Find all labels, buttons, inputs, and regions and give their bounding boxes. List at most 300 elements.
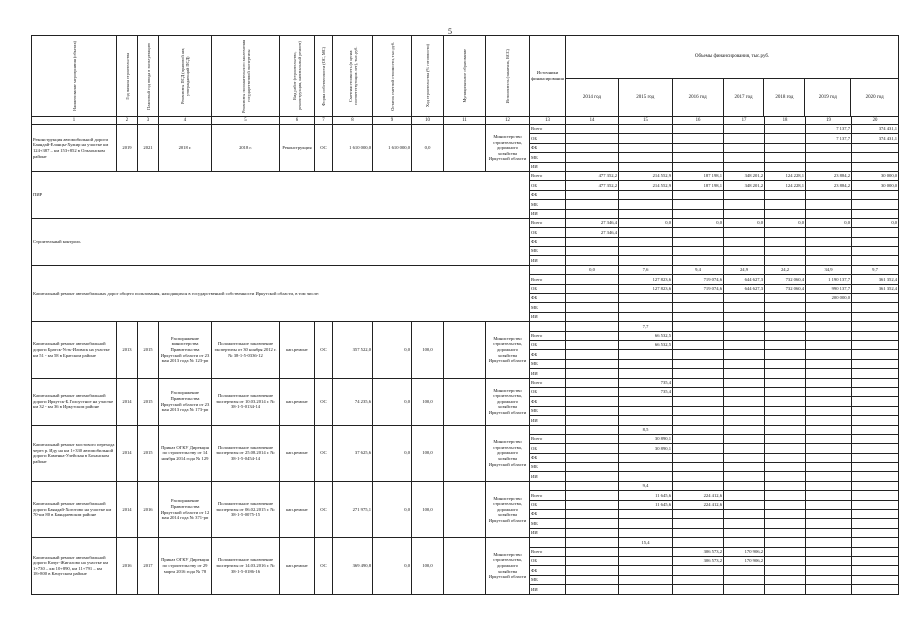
source-label: ИИ: [530, 369, 566, 378]
amount-cell: [765, 340, 806, 349]
end-year: 2015: [138, 322, 159, 378]
readiness-percent: [852, 425, 899, 434]
amount-cell: [619, 369, 673, 378]
column-number: 16: [673, 117, 724, 125]
amount-cell: 30 890,1: [619, 434, 673, 443]
amount-cell: 23 884,2: [806, 181, 852, 190]
source-label: МБ: [530, 575, 566, 584]
amount-cell: [765, 350, 806, 359]
municipality: [444, 125, 486, 172]
amount-cell: [806, 247, 852, 256]
amount-cell: [724, 397, 765, 406]
column-numbers-row: [32, 117, 899, 125]
amount-cell: [619, 312, 673, 321]
executor: Министерство строительства, дорожного хозяйства Иркутской области: [486, 378, 530, 425]
amount-cell: [566, 528, 619, 537]
source-blank: [530, 425, 566, 434]
amount-cell: 644 627,3: [724, 284, 765, 293]
amount-cell: [806, 369, 852, 378]
amount-cell: [619, 228, 673, 237]
amount-cell: [673, 153, 724, 162]
amount-cell: [619, 134, 673, 143]
amount-cell: [673, 200, 724, 209]
amount-cell: [724, 237, 765, 246]
readiness-percent: 9,4: [673, 265, 724, 274]
executor: Министерство строительства, дорожного хозяйства Иркутской области: [486, 425, 530, 481]
amount-cell: [852, 528, 899, 537]
readiness-percent: [673, 538, 724, 547]
amount-cell: 187 198,1: [673, 171, 724, 180]
object-name: Капитальный ремонт мостового перехода через р. Иду на км 1+330 автомобильной дороги Каменка-Улейская в Боханском районе: [32, 425, 117, 481]
amount-cell: [806, 200, 852, 209]
object-row: [32, 538, 899, 547]
amount-cell: [724, 519, 765, 528]
amount-cell: 374 431,1: [852, 134, 899, 143]
amount-cell: [724, 228, 765, 237]
readiness: 100,0: [412, 538, 444, 594]
amount-cell: [852, 444, 899, 453]
amount-cell: [619, 472, 673, 481]
readiness-percent: 8,5: [619, 425, 673, 434]
amount-cell: [619, 153, 673, 162]
amount-cell: [724, 500, 765, 509]
end-year: 2021: [138, 125, 159, 172]
column-number: 9: [373, 117, 412, 125]
amount-cell: [806, 162, 852, 171]
column-number: 3: [138, 117, 159, 125]
amount-cell: 348 201,2: [724, 171, 765, 180]
amount-cell: 11 645,6: [619, 491, 673, 500]
amount-cell: [852, 519, 899, 528]
amount-cell: [673, 397, 724, 406]
object-row: [32, 481, 899, 490]
amount-cell: [765, 547, 806, 556]
readiness-percent: [806, 322, 852, 331]
amount-cell: [673, 378, 724, 387]
amount-cell: [619, 190, 673, 199]
amount-cell: [765, 463, 806, 472]
expertise-details: Положительное заключение экспертизы от 06.02.2015 г. № 38-1-5-0075-15: [212, 481, 280, 537]
amount-cell: [566, 491, 619, 500]
column-number: 12: [486, 117, 530, 125]
work-type: кап.ремонт: [280, 322, 315, 378]
amount-cell: [673, 256, 724, 265]
amount-cell: [765, 237, 806, 246]
header-start-year: Год начала строительства: [117, 36, 138, 117]
start-year: 2014: [117, 378, 138, 425]
column-number: 1: [32, 117, 117, 125]
amount-cell: 0,0: [806, 218, 852, 227]
readiness-percent: [566, 322, 619, 331]
remaining-cost: 0,0: [373, 378, 412, 425]
amount-cell: 127 823,6: [619, 284, 673, 293]
amount-cell: 27 346,4: [566, 228, 619, 237]
amount-cell: 0,0: [673, 218, 724, 227]
amount-cell: 0,0: [724, 218, 765, 227]
amount-cell: 224 412,6: [673, 500, 724, 509]
amount-cell: [724, 209, 765, 218]
readiness: 100,0: [412, 425, 444, 481]
column-number: 2: [117, 117, 138, 125]
amount-cell: [619, 556, 673, 565]
amount-cell: [852, 369, 899, 378]
amount-cell: [852, 143, 899, 152]
amount-cell: [765, 491, 806, 500]
amount-cell: [806, 500, 852, 509]
estimated-cost: 1 610 000,0: [333, 125, 373, 172]
amount-cell: [806, 491, 852, 500]
psd-details: Приказ ОГКУ Дирекция по строительству от 29 марта 2016 года № 78: [159, 538, 212, 594]
amount-cell: 7 137,7: [806, 134, 852, 143]
amount-cell: [673, 519, 724, 528]
amount-cell: [724, 463, 765, 472]
amount-cell: [566, 153, 619, 162]
amount-cell: [724, 387, 765, 396]
amount-cell: [852, 303, 899, 312]
amount-cell: [852, 453, 899, 462]
amount-cell: [673, 585, 724, 594]
ownership: ОС: [315, 378, 333, 425]
amount-cell: [806, 434, 852, 443]
amount-cell: [619, 200, 673, 209]
remaining-cost: 0,0: [373, 322, 412, 378]
amount-cell: [765, 312, 806, 321]
psd-details: Приказ ОГКУ Дирекция по строительству от 14 ноября 2014 года № 129: [159, 425, 212, 481]
amount-cell: [566, 547, 619, 556]
amount-cell: [806, 237, 852, 246]
amount-cell: [765, 444, 806, 453]
amount-cell: [765, 566, 806, 575]
amount-cell: 0,0: [619, 218, 673, 227]
amount-cell: [724, 162, 765, 171]
column-number: 18: [765, 117, 806, 125]
amount-cell: [566, 294, 619, 303]
amount-cell: [673, 162, 724, 171]
remaining-cost: 1 610 000,0: [373, 125, 412, 172]
work-type: кап.ремонт: [280, 425, 315, 481]
amount-cell: 719 074,6: [673, 284, 724, 293]
group-row: [32, 265, 899, 274]
amount-cell: [806, 209, 852, 218]
amount-cell: [765, 453, 806, 462]
amount-cell: 214 552,9: [619, 171, 673, 180]
amount-cell: [724, 566, 765, 575]
readiness-percent: [806, 538, 852, 547]
amount-cell: [566, 566, 619, 575]
executor: Министерство строительства, дорожного хозяйства Иркутской области: [486, 481, 530, 537]
column-number: 19: [806, 117, 852, 125]
header-work-type: Вид работ (строительство, реконструкция, капитальный ремонт): [280, 36, 315, 117]
amount-cell: [724, 350, 765, 359]
amount-cell: 735,4: [619, 387, 673, 396]
amount-cell: [673, 575, 724, 584]
amount-cell: [724, 491, 765, 500]
estimated-cost: 357 522,0: [333, 322, 373, 378]
object-name: Капитальный ремонт автомобильной дороги Баяндай-Хоготово на участке км 70-км 80 в Баяндаевском районе: [32, 481, 117, 537]
amount-cell: [673, 294, 724, 303]
amount-cell: [852, 359, 899, 368]
amount-cell: [566, 209, 619, 218]
object-name: Капитальный ремонт автомобильной дороги Братск-Усть-Илимск на участке км 51 - км 58 в Братском районе: [32, 322, 117, 378]
amount-cell: [724, 153, 765, 162]
amount-cell: [806, 510, 852, 519]
amount-cell: [765, 434, 806, 443]
amount-cell: [619, 547, 673, 556]
readiness: 0,0: [412, 125, 444, 172]
amount-cell: [619, 510, 673, 519]
municipality: [444, 322, 486, 378]
source-blank: [530, 322, 566, 331]
readiness-percent: 9,7: [852, 265, 899, 274]
amount-cell: [673, 331, 724, 340]
remaining-cost: 0,0: [373, 425, 412, 481]
amount-cell: [566, 331, 619, 340]
amount-cell: [724, 134, 765, 143]
start-year: 2014: [117, 425, 138, 481]
header-year: 2019 год: [805, 79, 851, 116]
amount-cell: [619, 350, 673, 359]
amount-cell: [806, 575, 852, 584]
amount-cell: [765, 143, 806, 152]
amount-cell: [765, 500, 806, 509]
amount-cell: 27 346,4: [566, 218, 619, 227]
amount-cell: [566, 472, 619, 481]
amount-cell: [765, 190, 806, 199]
amount-cell: 732 060,4: [765, 275, 806, 284]
amount-cell: [765, 556, 806, 565]
amount-cell: [724, 510, 765, 519]
amount-cell: [806, 547, 852, 556]
amount-cell: [765, 125, 806, 134]
ownership: ОС: [315, 125, 333, 172]
amount-cell: [724, 331, 765, 340]
readiness-percent: [724, 481, 765, 490]
header-end-year: Плановый год ввода в эксплуатацию: [138, 36, 159, 117]
amount-cell: [673, 143, 724, 152]
source-label: ФБ: [530, 294, 566, 303]
estimated-cost: 37 625,6: [333, 425, 373, 481]
readiness-percent: [852, 538, 899, 547]
page-number: 5: [448, 27, 452, 36]
header-sources: Источники финансирования: [530, 36, 566, 117]
amount-cell: [566, 256, 619, 265]
amount-cell: [619, 303, 673, 312]
amount-cell: [765, 153, 806, 162]
amount-cell: [619, 162, 673, 171]
municipality: [444, 538, 486, 594]
readiness-percent: 7,7: [619, 322, 673, 331]
column-number: 11: [444, 117, 486, 125]
amount-cell: [724, 528, 765, 537]
amount-cell: [806, 566, 852, 575]
readiness-percent: [724, 425, 765, 434]
amount-cell: 170 906,2: [724, 556, 765, 565]
amount-cell: [806, 331, 852, 340]
header-years-row: [566, 79, 898, 116]
header-ownership: Форма собственности (ОС, МС): [315, 36, 333, 117]
group-row: [32, 171, 899, 180]
amount-cell: [619, 575, 673, 584]
amount-cell: [724, 200, 765, 209]
amount-cell: [724, 369, 765, 378]
amount-cell: [673, 209, 724, 218]
amount-cell: 644 627,3: [724, 275, 765, 284]
amount-cell: [566, 303, 619, 312]
header-year: 2018 год: [764, 79, 805, 116]
amount-cell: [619, 528, 673, 537]
object-row: [32, 322, 899, 331]
amount-cell: [566, 444, 619, 453]
expertise-details: Положительное заключение экспертизы от 14.03.2016 г. № 38-1-5-0186-16: [212, 538, 280, 594]
amount-cell: [852, 556, 899, 565]
amount-cell: [566, 247, 619, 256]
amount-cell: 7 137,7: [806, 125, 852, 134]
group-name: Капитальный ремонт автомобильных дорог общего пользования, находящихся в государственной собственности Иркутской области, в том числе:: [32, 265, 530, 321]
source-blank: [530, 265, 566, 274]
amount-cell: 374 431,1: [852, 125, 899, 134]
source-label: ИИ: [530, 528, 566, 537]
amount-cell: [724, 294, 765, 303]
amount-cell: [566, 143, 619, 152]
object-row: [32, 425, 899, 434]
amount-cell: 361 352,4: [852, 275, 899, 284]
amount-cell: [806, 303, 852, 312]
column-number: 4: [159, 117, 212, 125]
amount-cell: [852, 162, 899, 171]
amount-cell: [806, 585, 852, 594]
amount-cell: [806, 350, 852, 359]
amount-cell: [852, 491, 899, 500]
source-label: ИИ: [530, 416, 566, 425]
amount-cell: 719 074,6: [673, 275, 724, 284]
amount-cell: 732 060,4: [765, 284, 806, 293]
amount-cell: [566, 312, 619, 321]
amount-cell: [852, 387, 899, 396]
source-label: ФБ: [530, 453, 566, 462]
readiness-percent: [806, 481, 852, 490]
amount-cell: 1 190 137,7: [806, 275, 852, 284]
amount-cell: [806, 378, 852, 387]
estimated-cost: 74 235,6: [333, 378, 373, 425]
amount-cell: [673, 228, 724, 237]
source-label: МБ: [530, 247, 566, 256]
amount-cell: [724, 434, 765, 443]
amount-cell: [673, 237, 724, 246]
amount-cell: [566, 284, 619, 293]
amount-cell: [852, 209, 899, 218]
remaining-cost: 0,0: [373, 538, 412, 594]
amount-cell: [765, 406, 806, 415]
municipality: [444, 425, 486, 481]
end-year: 2015: [138, 425, 159, 481]
amount-cell: 0,0: [765, 218, 806, 227]
amount-cell: [619, 416, 673, 425]
amount-cell: [673, 510, 724, 519]
readiness-percent: 9,4: [619, 481, 673, 490]
column-number: 17: [724, 117, 765, 125]
psd-details: Распоряжение министерства Правительства Иркутской области от 23 мая 2013 года № 123-рп: [159, 322, 212, 378]
start-year: 2019: [117, 125, 138, 172]
readiness-percent: 24,9: [724, 265, 765, 274]
column-number: 6: [280, 117, 315, 125]
column-number: 10: [412, 117, 444, 125]
amount-cell: 735,4: [619, 378, 673, 387]
header-executor: Исполнитель (заказчик, ВСС): [486, 36, 530, 117]
source-label: ОБ: [530, 556, 566, 565]
estimated-cost: 369 490,8: [333, 538, 373, 594]
amount-cell: [806, 228, 852, 237]
readiness-percent: 0,0: [566, 265, 619, 274]
object-row: [32, 378, 899, 387]
ownership: ОС: [315, 425, 333, 481]
amount-cell: [806, 463, 852, 472]
amount-cell: [852, 331, 899, 340]
amount-cell: [852, 575, 899, 584]
amount-cell: [806, 340, 852, 349]
amount-cell: [806, 153, 852, 162]
amount-cell: [673, 340, 724, 349]
executor: Министерство строительства, дорожного хозяйства Иркутской области: [486, 538, 530, 594]
amount-cell: [566, 510, 619, 519]
amount-cell: [673, 125, 724, 134]
amount-cell: [619, 406, 673, 415]
amount-cell: [566, 237, 619, 246]
source-label: ФБ: [530, 143, 566, 152]
amount-cell: [806, 387, 852, 396]
amount-cell: [673, 350, 724, 359]
amount-cell: [765, 247, 806, 256]
source-blank: [530, 481, 566, 490]
work-type: Реконструкция: [280, 125, 315, 172]
amount-cell: 348 201,2: [724, 181, 765, 190]
expertise-details: Положительное заключение экспертизы от 10.03.2014 г. № 38-1-5-0134-14: [212, 378, 280, 425]
header-year: 2015 год: [619, 79, 673, 116]
header-name: Наименование мероприятия (объекта): [32, 36, 117, 117]
table-header-row: [32, 36, 899, 117]
amount-cell: [673, 247, 724, 256]
source-label: ИИ: [530, 585, 566, 594]
amount-cell: [765, 416, 806, 425]
amount-cell: [765, 359, 806, 368]
amount-cell: 66 532,5: [619, 340, 673, 349]
amount-cell: [852, 228, 899, 237]
amount-cell: [765, 387, 806, 396]
header-years-group: [566, 36, 899, 117]
source-label: ОБ: [530, 284, 566, 293]
work-type: кап.ремонт: [280, 378, 315, 425]
object-name: Реконструкция автомобильной дороги Баяндай-Еланцы-Хужир на участке км 124+387 – км 153+852 в Ольхонском районе: [32, 125, 117, 172]
amount-cell: [852, 247, 899, 256]
readiness-percent: [765, 538, 806, 547]
header-rest-cost: Остаток сметной стоимости, тыс.руб.: [373, 36, 412, 117]
group-name: ПИР: [32, 171, 530, 218]
amount-cell: 23 884,2: [806, 171, 852, 180]
amount-cell: [765, 369, 806, 378]
readiness-percent: [673, 322, 724, 331]
amount-cell: [673, 303, 724, 312]
source-label: Всего: [530, 125, 566, 134]
amount-cell: [765, 256, 806, 265]
amount-cell: [724, 256, 765, 265]
source-label: ОБ: [530, 340, 566, 349]
header-year: 2017 год: [724, 79, 765, 116]
source-label: ФБ: [530, 237, 566, 246]
amount-cell: [566, 416, 619, 425]
amount-cell: [765, 200, 806, 209]
source-label: Всего: [530, 218, 566, 227]
amount-cell: [566, 556, 619, 565]
amount-cell: [852, 256, 899, 265]
